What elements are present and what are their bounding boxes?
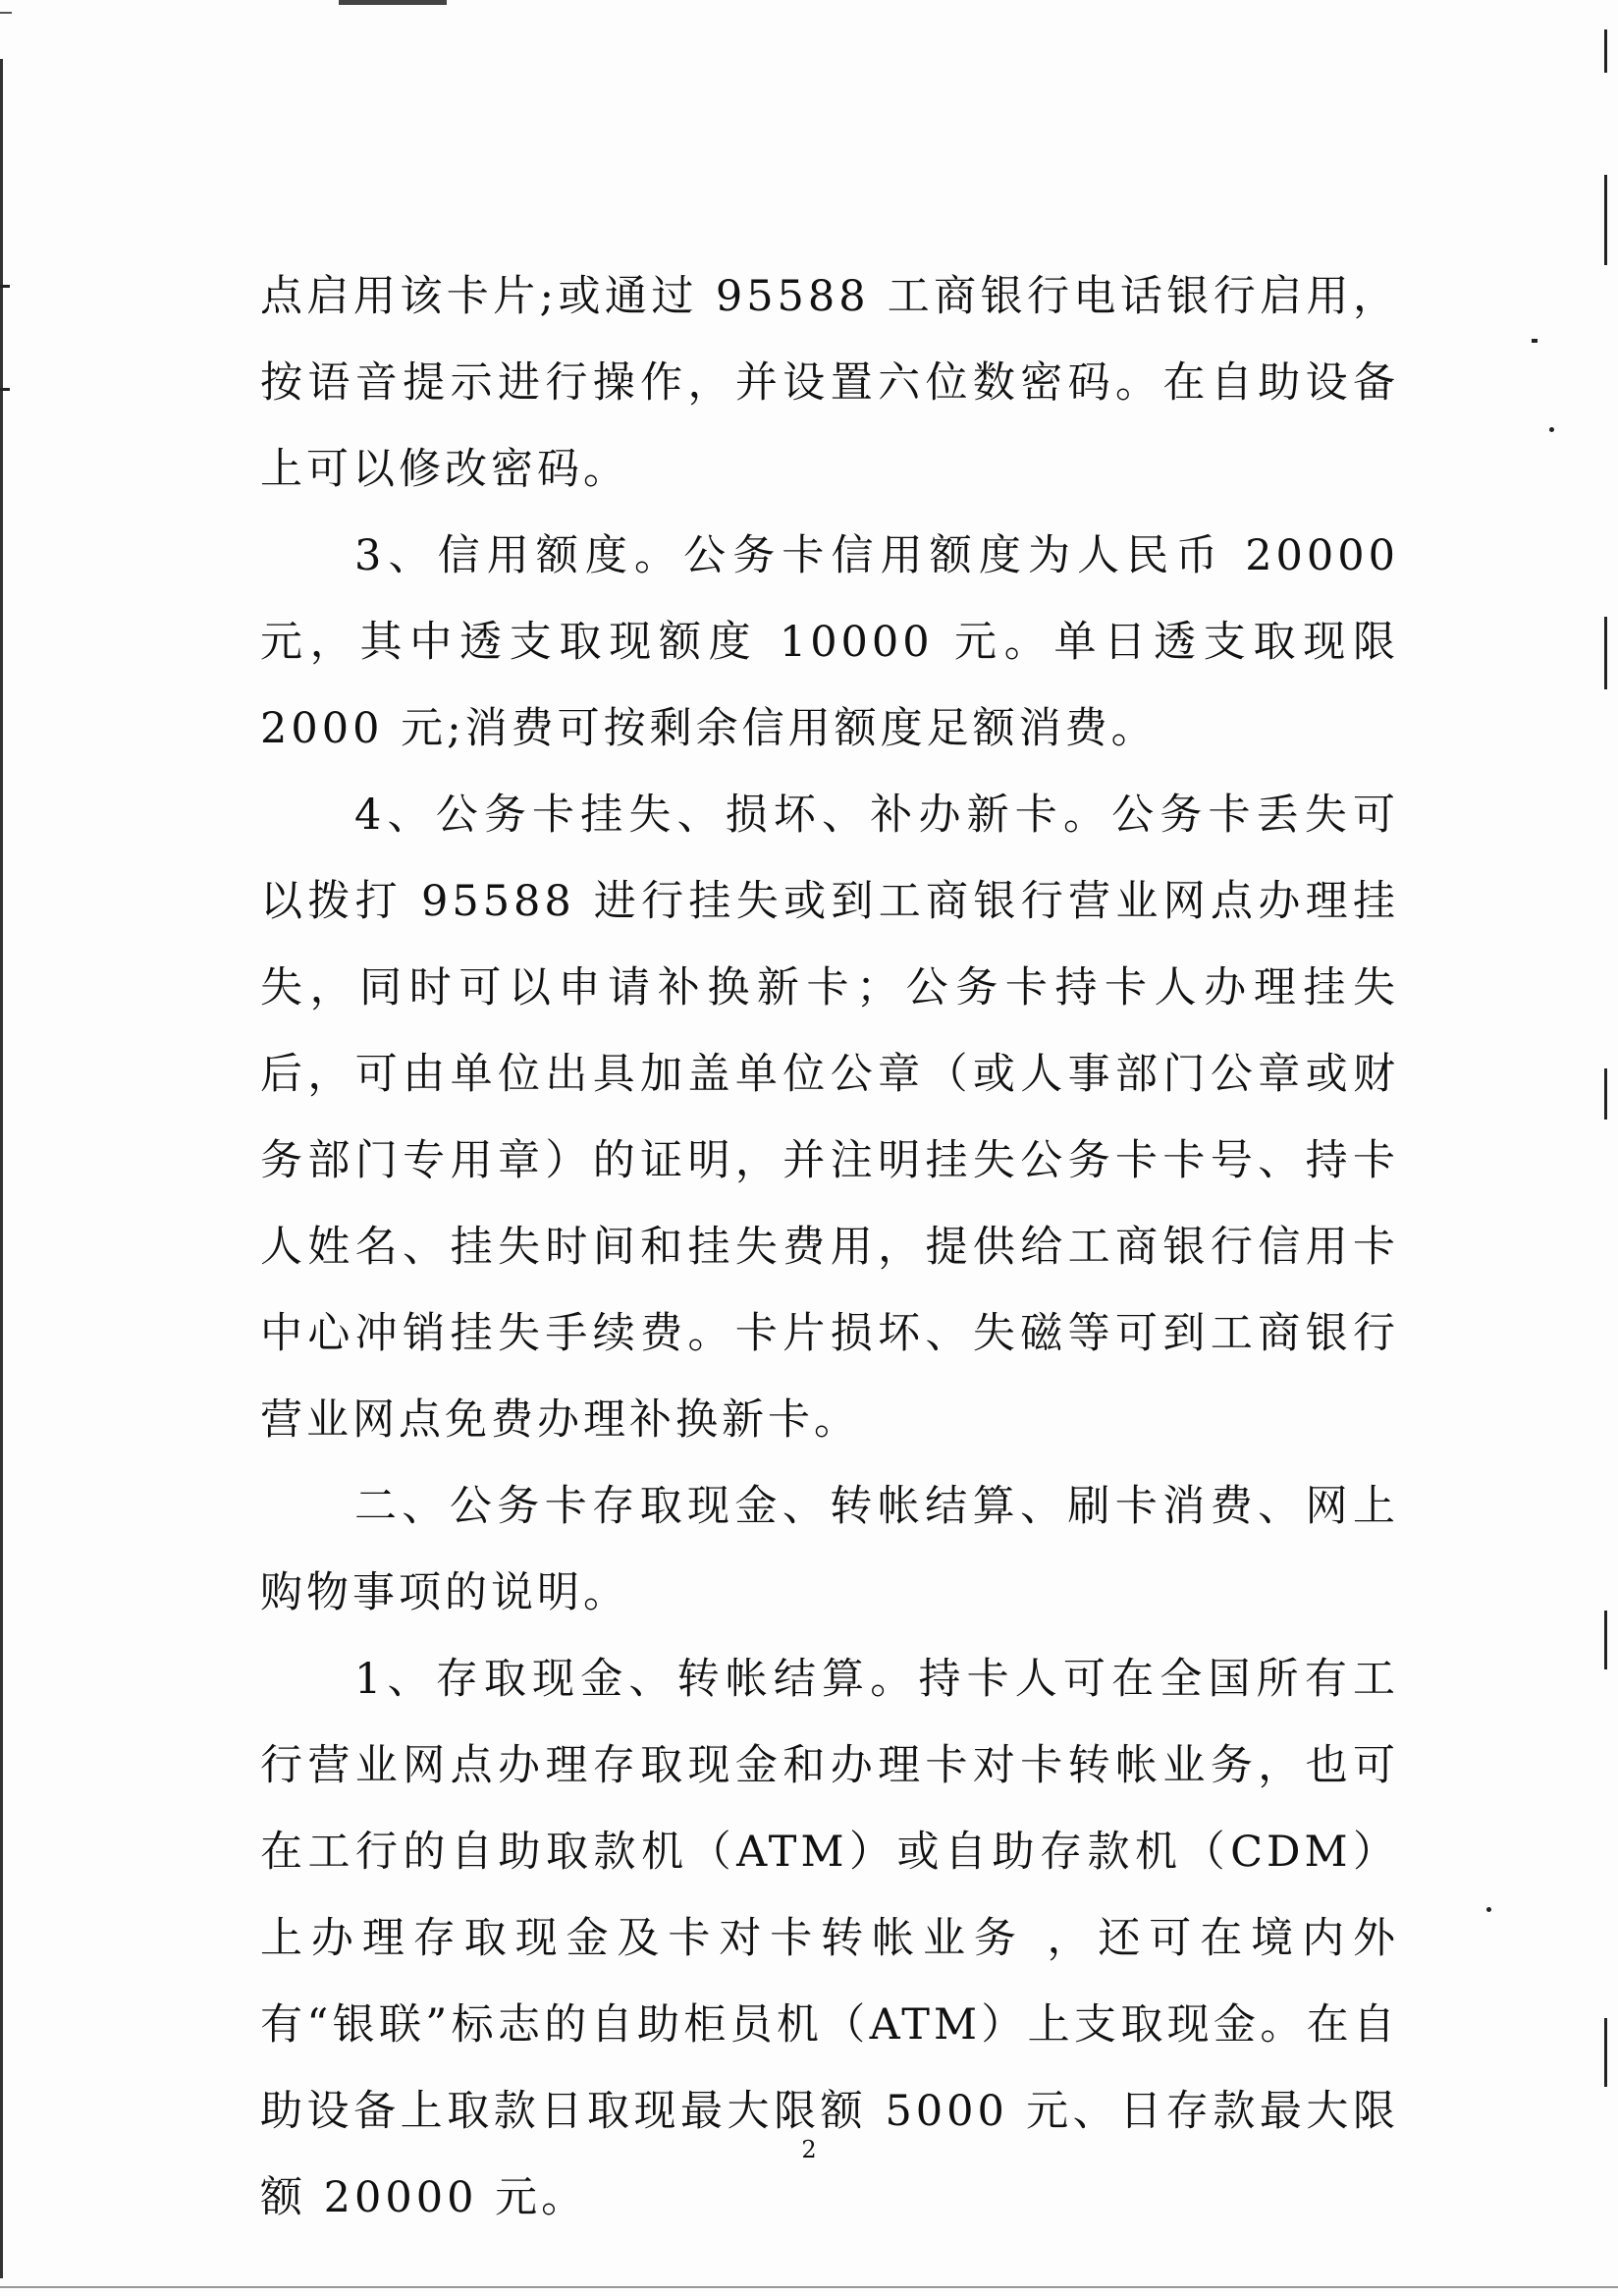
paragraph-credit-limit: 3、信用额度。公务卡信用额度为人民币 20000 元，其中透支取现额度 10000 元。单日透支取现限 2000 元;消费可按剩余信用额度足额消费。 — [260, 531, 1399, 753]
scan-right-mark — [1604, 617, 1607, 689]
scan-speck — [1486, 1907, 1491, 1912]
scan-right-mark — [1604, 1611, 1607, 1669]
scan-top-mark — [0, 12, 12, 14]
paragraph-card-loss: 4、公务卡挂失、损坏、补办新卡。公务卡丢失可以拨打 95588 进行挂失或到工商银行营业网点办理挂失，同时可以申请补换新卡；公务卡持卡人办理挂失后，可由单位出具加盖单位公章（或人事部门公章或财务部门专用章）的证明，并注明挂失公务卡卡号、持卡人姓名、挂失时间和挂失费用，提供给工商银行信用卡中心冲销挂失手续费。卡片损坏、失磁等可到工商银行营业网点免费办理补换新卡。 — [260, 791, 1399, 1445]
scan-right-mark — [1604, 175, 1607, 265]
paragraph-cash-transfer: 1、存取现金、转帐结算。持卡人可在全国所有工行营业网点办理存取现金和办理卡对卡转帐业务，也可在工行的自助取款机（ATM）或自助存款机（CDM）上办理存取现金及卡对卡转帐业务 ，还可在境内外有“银联”标志的自助柜员机（ATM）上支取现金。在自助设备上取款日取现最大限额 5000 元、日存款最大限额 20000 元。 — [260, 1655, 1399, 2222]
scan-top-smudge — [339, 0, 447, 5]
scan-left-mark — [0, 388, 10, 391]
scan-right-mark — [1604, 1068, 1607, 1120]
scan-right-mark — [1604, 29, 1607, 73]
page-number: 2 — [801, 2136, 817, 2163]
scan-speck — [1549, 427, 1554, 432]
scan-bottom-edge — [0, 2286, 1618, 2288]
document-body — [260, 253, 1399, 2241]
paragraph-section-two-heading: 二、公务卡存取现金、转帐结算、刷卡消费、网上购物事项的说明。 — [260, 1482, 1399, 1617]
scan-left-mark — [0, 285, 10, 288]
paragraph-card-activation: 点启用该卡片;或通过 95588 工商银行电话银行启用，按语音提示进行操作，并设置六位数密码。在自助设备上可以修改密码。 — [260, 272, 1399, 494]
scan-speck — [1532, 339, 1537, 343]
scan-right-mark — [1604, 2018, 1607, 2087]
scan-left-edge — [0, 59, 3, 2278]
